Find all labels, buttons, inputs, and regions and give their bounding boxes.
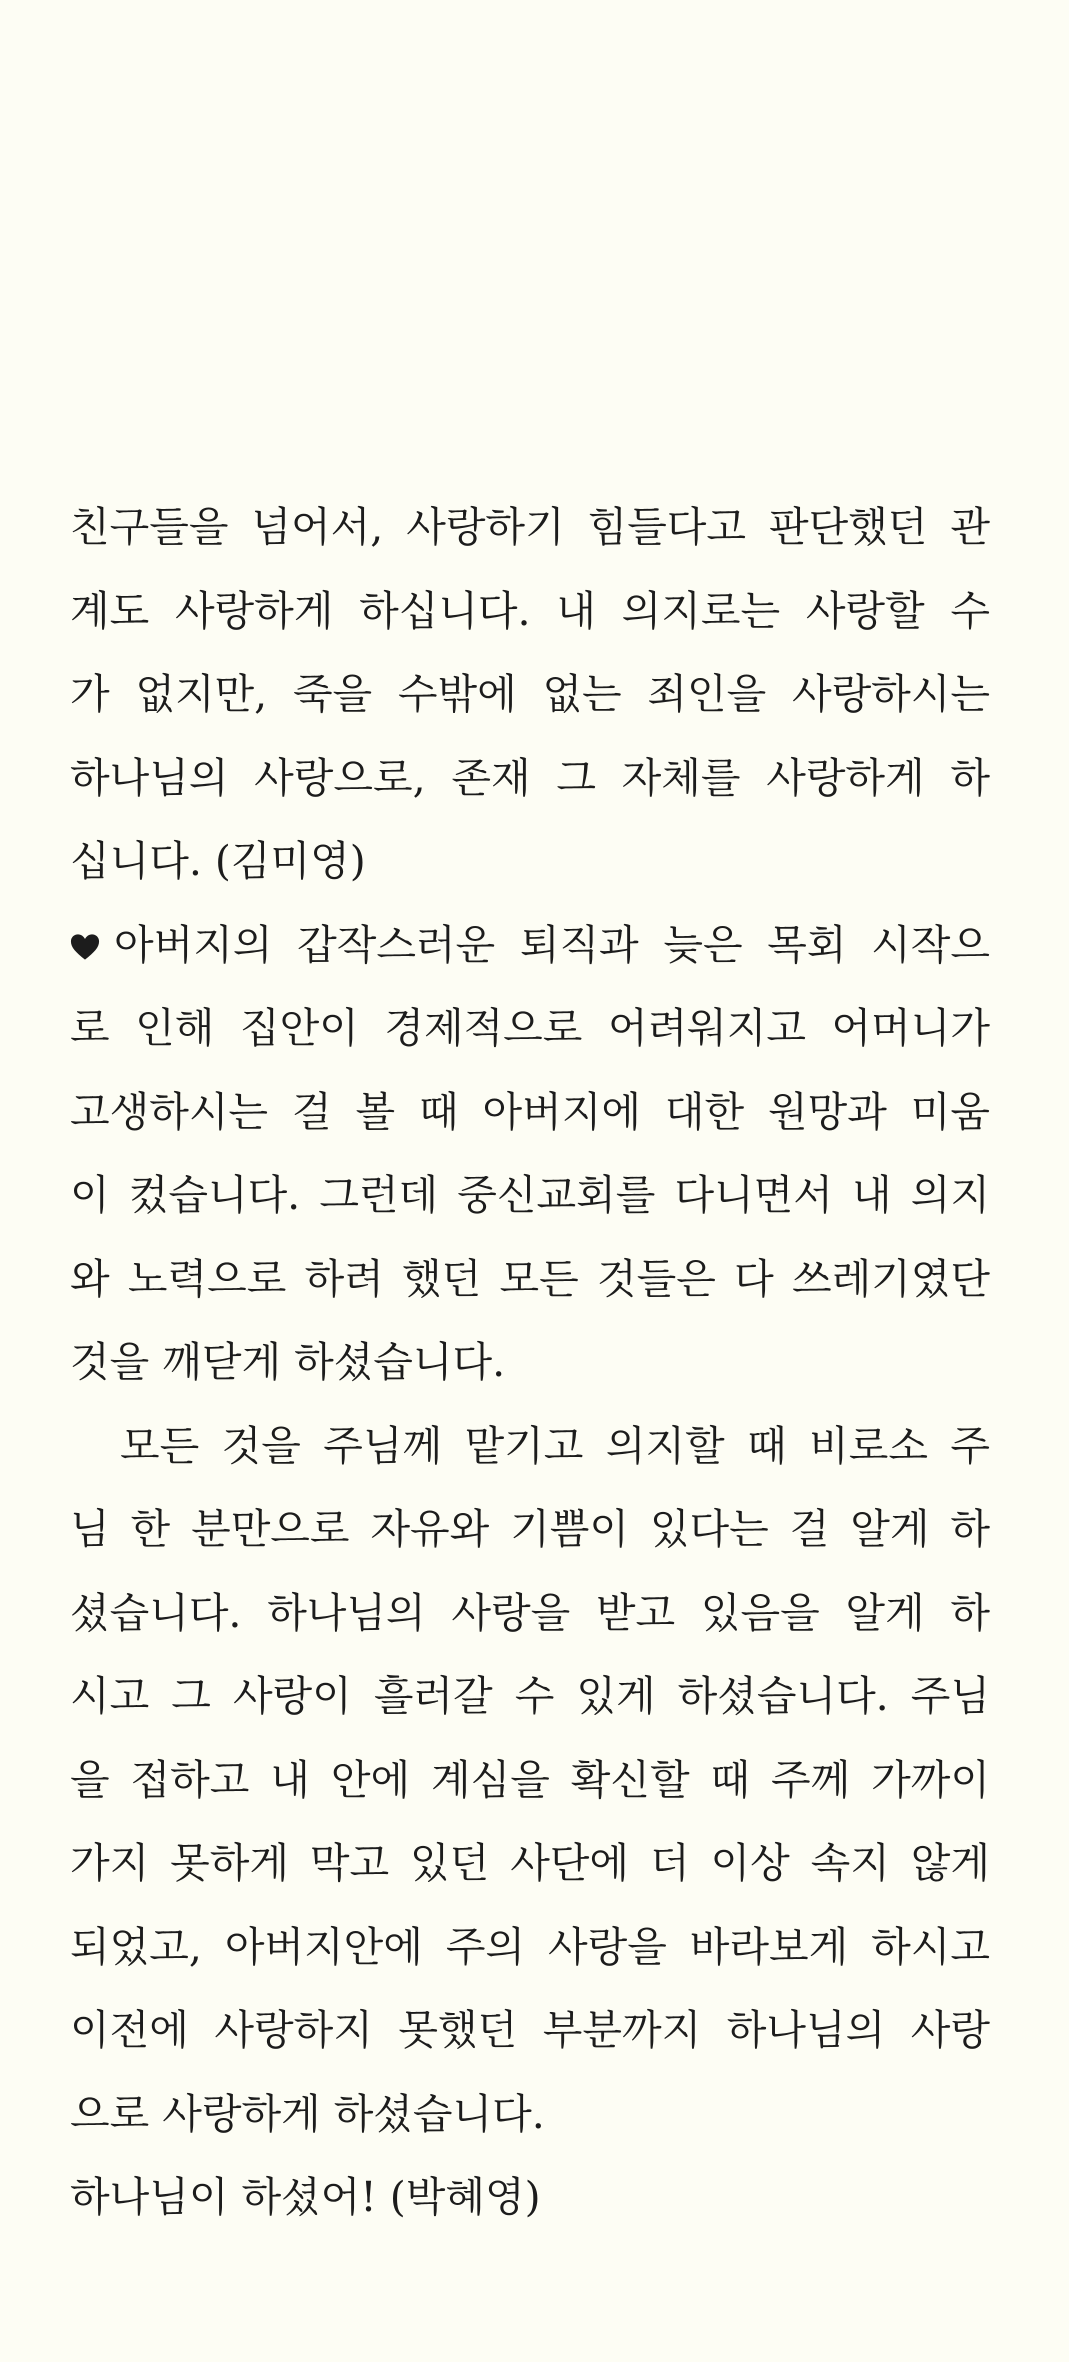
text-line: 이전에 사랑하지 못했던 부분까지 하나님의 사랑: [70, 2006, 990, 2054]
text-line: 하나님의 사랑으로, 존재 그 자체를 사랑하게 하: [70, 753, 990, 802]
text-line: 으로 사랑하게 하셨습니다.: [70, 2089, 545, 2138]
text-line: 십니다. (김미영): [70, 837, 366, 885]
text-line: 시고 그 사랑이 흘러갈 수 있게 하셨습니다. 주님: [70, 1672, 990, 1720]
text-line: 이 컸습니다. 그런데 중신교회를 다니면서 내 의지: [70, 1171, 990, 1219]
text-line: 것을 깨닫게 하셨습니다.: [70, 1338, 506, 1386]
text-line: 가지 못하게 막고 있던 사단에 더 이상 속지 않게: [70, 1839, 990, 1887]
document-body: [70, 486, 990, 2240]
bullet-line: [70, 904, 990, 988]
text-line: 와 노력으로 하려 했던 모든 것들은 다 쓰레기였단: [70, 1254, 990, 1303]
text-line: 고생하시는 걸 볼 때 아버지에 대한 원망과 미움: [70, 1087, 990, 1136]
text-line: 계도 사랑하게 하십니다. 내 의지로는 사랑할 수: [70, 586, 990, 635]
text-line: 친구들을 넘어서, 사랑하기 힘들다고 판단했던 관: [70, 503, 990, 551]
text-line: 을 접하고 내 안에 계심을 확신할 때 주께 가까이: [70, 1755, 990, 1804]
signature-line: 하나님이 하셨어! (박혜영): [70, 2173, 541, 2221]
text-line: 모든 것을 주님께 맡기고 의지할 때 비로소 주: [120, 1421, 990, 1470]
text-line: 셨습니다. 하나님의 사랑을 받고 있음을 알게 하: [70, 1588, 990, 1637]
text-line: 님 한 분만으로 자유와 기쁨이 있다는 걸 알게 하: [70, 1505, 990, 1553]
bullet-text: 아버지의 갑작스러운 퇴직과 늦은 목회 시작으: [114, 920, 990, 969]
text-line: 가 없지만, 죽을 수밖에 없는 죄인을 사랑하시는: [70, 670, 990, 718]
text-line: 되었고, 아버지안에 주의 사랑을 바라보게 하시고: [70, 1922, 990, 1971]
text-line: 로 인해 집안이 경제적으로 어려워지고 어머니가: [70, 1004, 990, 1052]
heart-icon: [70, 933, 100, 961]
